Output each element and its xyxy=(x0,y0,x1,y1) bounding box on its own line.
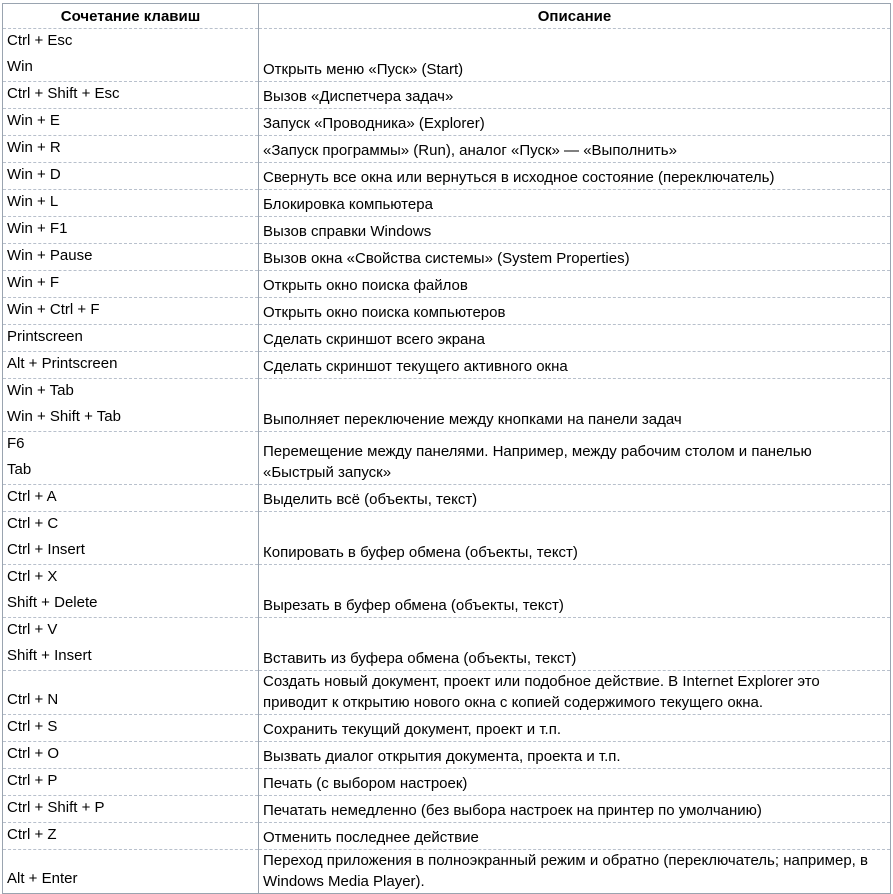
table-row xyxy=(3,379,891,432)
shortcut-description-cell xyxy=(259,715,891,742)
shortcut-keys: Win + F1 xyxy=(7,220,68,237)
shortcut-description: Вставить из буфера обмена (объекты, текст) xyxy=(263,650,577,667)
shortcut-keys-cell xyxy=(3,823,259,850)
shortcut-description-cell xyxy=(259,217,891,244)
table-row xyxy=(3,217,891,244)
table-row xyxy=(3,715,891,742)
shortcut-keys-cell xyxy=(3,379,259,432)
shortcut-description: «Запуск программы» (Run), аналог «Пуск» — «Выполнить» xyxy=(263,142,677,159)
shortcut-description: Копировать в буфер обмена (объекты, текст) xyxy=(263,544,578,561)
shortcut-keys: Win + Pause xyxy=(7,247,93,264)
shortcuts-table xyxy=(2,3,891,894)
shortcut-keys: Tab xyxy=(7,461,32,478)
shortcut-description: Запуск «Проводника» (Explorer) xyxy=(263,115,485,132)
shortcut-description: Открыть окно поиска файлов xyxy=(263,277,468,294)
shortcut-description: Вызов окна «Свойства системы» (System Properties) xyxy=(263,250,630,267)
table-row xyxy=(3,271,891,298)
table-row xyxy=(3,432,891,485)
shortcut-description: Сделать скриншот текущего активного окна xyxy=(263,358,568,375)
shortcut-keys: Alt + Enter xyxy=(7,870,78,887)
shortcut-keys: Ctrl + V xyxy=(7,621,58,638)
shortcut-keys: Ctrl + O xyxy=(7,745,60,762)
table-row xyxy=(3,512,891,565)
shortcut-keys: Printscreen xyxy=(7,328,83,345)
header-description: Описание xyxy=(259,4,891,29)
shortcut-description-cell xyxy=(259,742,891,769)
shortcut-keys: Ctrl + A xyxy=(7,488,57,505)
shortcut-keys: Ctrl + S xyxy=(7,718,58,735)
table-row xyxy=(3,618,891,671)
shortcut-keys-cell xyxy=(3,512,259,565)
shortcut-description: Выполняет переключение между кнопками на панели задач xyxy=(263,411,682,428)
shortcut-description-cell xyxy=(259,271,891,298)
shortcut-description-cell xyxy=(259,565,891,618)
shortcut-description: Переход приложения в полноэкранный режим и обратно (переключатель; например, в Windows Media Player). xyxy=(263,852,868,890)
shortcut-keys-cell xyxy=(3,742,259,769)
shortcut-description-cell xyxy=(259,352,891,379)
shortcut-keys-cell xyxy=(3,352,259,379)
shortcut-description: Перемещение между панелями. Например, между рабочим столом и панелью «Быстрый запуск» xyxy=(263,443,812,481)
table-row xyxy=(3,244,891,271)
shortcut-description: Свернуть все окна или вернуться в исходное состояние (переключатель) xyxy=(263,169,775,186)
shortcut-keys: Ctrl + C xyxy=(7,515,59,532)
shortcut-keys: Win + E xyxy=(7,112,60,129)
shortcut-keys-cell xyxy=(3,82,259,109)
shortcut-keys-cell xyxy=(3,163,259,190)
shortcut-description-cell xyxy=(259,485,891,512)
table-row xyxy=(3,565,891,618)
shortcut-keys: Ctrl + Esc xyxy=(7,32,73,49)
shortcut-keys-cell xyxy=(3,271,259,298)
shortcut-keys: Win xyxy=(7,58,33,75)
shortcut-description-cell xyxy=(259,244,891,271)
shortcut-description-cell xyxy=(259,109,891,136)
shortcut-description: Отменить последнее действие xyxy=(263,829,479,846)
table-row xyxy=(3,823,891,850)
header-keys: Сочетание клавиш xyxy=(3,4,259,29)
shortcut-keys-cell xyxy=(3,29,259,82)
shortcut-keys: Win + Tab xyxy=(7,382,74,399)
shortcut-keys: Ctrl + Shift + P xyxy=(7,799,105,816)
table-row xyxy=(3,109,891,136)
shortcut-description: Блокировка компьютера xyxy=(263,196,433,213)
shortcut-description: Вызов справки Windows xyxy=(263,223,432,240)
shortcut-description: Печать (с выбором настроек) xyxy=(263,775,468,792)
shortcut-description-cell xyxy=(259,796,891,823)
table-row xyxy=(3,163,891,190)
shortcut-description: Вырезать в буфер обмена (объекты, текст) xyxy=(263,597,564,614)
shortcut-keys: Ctrl + Z xyxy=(7,826,57,843)
shortcut-description-cell xyxy=(259,618,891,671)
shortcut-keys: Win + F xyxy=(7,274,60,291)
shortcut-description-cell xyxy=(259,298,891,325)
shortcut-keys-cell xyxy=(3,190,259,217)
table-row xyxy=(3,352,891,379)
shortcut-keys: F6 xyxy=(7,435,25,452)
shortcut-keys: Win + R xyxy=(7,139,61,156)
shortcut-keys: Ctrl + Shift + Esc xyxy=(7,85,120,102)
shortcut-keys: Ctrl + X xyxy=(7,568,58,585)
shortcut-description-cell xyxy=(259,82,891,109)
shortcut-keys-cell xyxy=(3,769,259,796)
shortcut-description-cell xyxy=(259,823,891,850)
table-row xyxy=(3,190,891,217)
shortcut-keys-cell xyxy=(3,432,259,485)
shortcut-keys: Shift + Insert xyxy=(7,647,92,664)
shortcut-description-cell xyxy=(259,325,891,352)
shortcut-keys-cell xyxy=(3,325,259,352)
shortcut-keys-cell xyxy=(3,565,259,618)
table-row xyxy=(3,325,891,352)
shortcut-description: Печатать немедленно (без выбора настроек на принтер по умолчанию) xyxy=(263,802,762,819)
shortcut-description-cell xyxy=(259,512,891,565)
shortcut-keys-cell xyxy=(3,796,259,823)
shortcut-keys: Ctrl + N xyxy=(7,691,59,708)
header-row xyxy=(3,4,891,29)
shortcut-keys: Ctrl + Insert xyxy=(7,541,85,558)
shortcut-description: Открыть меню «Пуск» (Start) xyxy=(263,61,464,78)
shortcut-keys-cell xyxy=(3,298,259,325)
shortcut-description-cell xyxy=(259,769,891,796)
shortcut-description-cell xyxy=(259,163,891,190)
shortcut-description-cell xyxy=(259,671,891,715)
shortcut-keys-cell xyxy=(3,217,259,244)
shortcut-keys-cell xyxy=(3,715,259,742)
shortcut-keys-cell xyxy=(3,671,259,715)
table-row xyxy=(3,485,891,512)
shortcut-keys: Win + Ctrl + F xyxy=(7,301,100,318)
shortcut-description: Выделить всё (объекты, текст) xyxy=(263,491,478,508)
shortcut-description: Создать новый документ, проект или подобное действие. В Internet Explorer это приводит к открытию нового окна с копией содержимого текущего окна. xyxy=(263,673,820,711)
shortcut-keys: Win + Shift + Tab xyxy=(7,408,121,425)
shortcut-keys: Win + D xyxy=(7,166,61,183)
shortcut-keys: Alt + Printscreen xyxy=(7,355,118,372)
shortcut-description: Вызвать диалог открытия документа, проекта и т.п. xyxy=(263,748,621,765)
shortcut-description: Сделать скриншот всего экрана xyxy=(263,331,486,348)
shortcut-description-cell xyxy=(259,136,891,163)
shortcut-description-cell xyxy=(259,190,891,217)
shortcut-description-cell xyxy=(259,432,891,485)
shortcut-keys-cell xyxy=(3,109,259,136)
shortcut-keys-cell xyxy=(3,485,259,512)
table-row xyxy=(3,742,891,769)
shortcut-description-cell xyxy=(259,29,891,82)
shortcut-keys: Win + L xyxy=(7,193,59,210)
shortcut-keys-cell xyxy=(3,244,259,271)
table-row xyxy=(3,82,891,109)
shortcut-description-cell xyxy=(259,379,891,432)
table-row xyxy=(3,298,891,325)
table-row xyxy=(3,769,891,796)
table-row xyxy=(3,796,891,823)
shortcut-keys: Shift + Delete xyxy=(7,594,98,611)
shortcut-keys-cell xyxy=(3,136,259,163)
table-row xyxy=(3,136,891,163)
shortcut-keys: Ctrl + P xyxy=(7,772,58,789)
shortcut-description: Сохранить текущий документ, проект и т.п. xyxy=(263,721,562,738)
table-row xyxy=(3,29,891,82)
shortcut-description: Открыть окно поиска компьютеров xyxy=(263,304,506,321)
table-row xyxy=(3,671,891,715)
shortcut-description: Вызов «Диспетчера задач» xyxy=(263,88,454,105)
shortcut-keys-cell xyxy=(3,618,259,671)
